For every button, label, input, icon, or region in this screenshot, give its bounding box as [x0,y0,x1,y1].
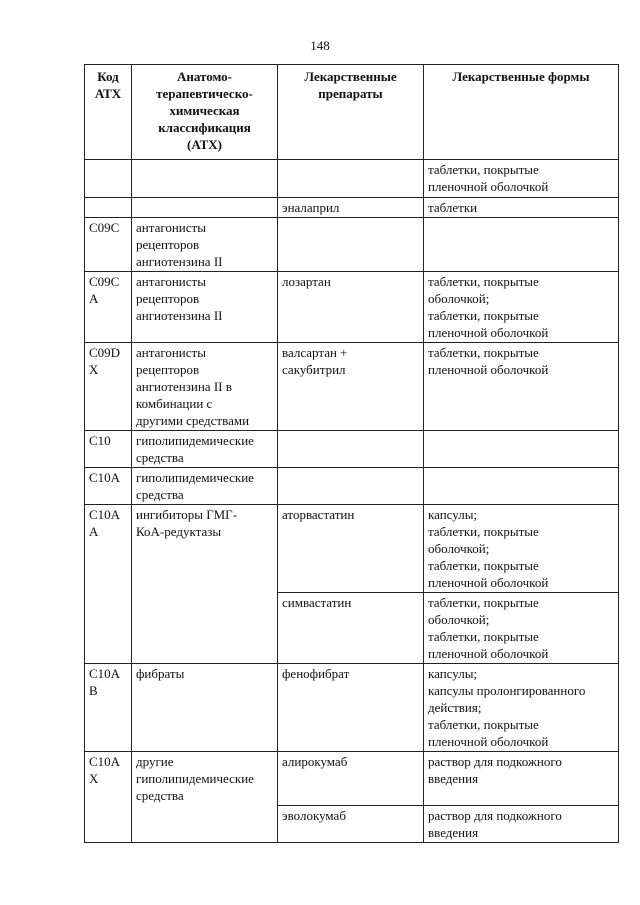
table-row [85,218,619,272]
classification-cell [132,198,278,218]
code-cell: C10AB [85,664,132,752]
drug-cell [278,468,424,505]
drug-cell: алирокумаб [278,752,424,806]
drug-cell: аторвастатин [278,505,424,593]
drug-cell: эволокумаб [278,806,424,843]
code-cell: C09C [85,218,132,272]
code-cell: C09DX [85,343,132,431]
code-cell: C10 [85,431,132,468]
drug-cell [278,218,424,272]
header-code: Код АТХ [85,65,132,160]
table-row [85,664,619,752]
page-number: 148 [310,38,330,53]
forms-cell: таблетки, покрытые пленочной оболочкой [424,160,619,198]
classification-cell: антагонисты рецепторов ангиотензина II [132,272,278,343]
drug-cell [278,431,424,468]
forms-cell: таблетки, покрытые пленочной оболочкой [424,343,619,431]
table-row [85,198,619,218]
code-cell: C10A [85,468,132,505]
drug-cell: симвастатин [278,593,424,664]
forms-cell: капсулы; таблетки, покрытые оболочкой; таблетки, покрытые пленочной оболочкой [424,505,619,593]
classification-cell: антагонисты рецепторов ангиотензина II в комбинации с другими средствами [132,343,278,431]
forms-cell [424,431,619,468]
forms-cell: таблетки, покрытые оболочкой; таблетки, покрытые пленочной оболочкой [424,593,619,664]
classification-cell: другие гиполипидемические средства [132,752,278,843]
forms-cell: раствор для подкожного введения [424,752,619,806]
table-row [85,343,619,431]
classification-cell [132,160,278,198]
forms-cell [424,468,619,505]
header-classification: Анатомо- терапевтическо- химическая классификация (АТХ) [132,65,278,160]
drug-cell: фенофибрат [278,664,424,752]
forms-cell: таблетки [424,198,619,218]
code-cell [85,160,132,198]
header-drugs: Лекарственные препараты [278,65,424,160]
code-cell: C10AX [85,752,132,843]
table-header-row [85,65,619,160]
forms-cell: таблетки, покрытые оболочкой; таблетки, покрытые пленочной оболочкой [424,272,619,343]
forms-cell: раствор для подкожного введения [424,806,619,843]
table-row [85,468,619,505]
table-row [85,272,619,343]
forms-cell [424,218,619,272]
code-cell: C10AA [85,505,132,664]
classification-cell: гиполипидемические средства [132,431,278,468]
drug-cell [278,160,424,198]
code-cell [85,198,132,218]
forms-cell: капсулы; капсулы пролонгированного действия; таблетки, покрытые пленочной оболочкой [424,664,619,752]
classification-cell: фибраты [132,664,278,752]
classification-cell: антагонисты рецепторов ангиотензина II [132,218,278,272]
drug-cell: лозартан [278,272,424,343]
header-forms: Лекарственные формы [424,65,619,160]
table-row [85,505,619,593]
table-row [85,431,619,468]
classification-cell: ингибиторы ГМГ- КоА-редуктазы [132,505,278,664]
drug-cell: валсартан + сакубитрил [278,343,424,431]
drug-cell: эналаприл [278,198,424,218]
atx-table [84,64,619,843]
table-row [85,752,619,806]
code-cell: C09CA [85,272,132,343]
classification-cell: гиполипидемические средства [132,468,278,505]
table-row [85,160,619,198]
